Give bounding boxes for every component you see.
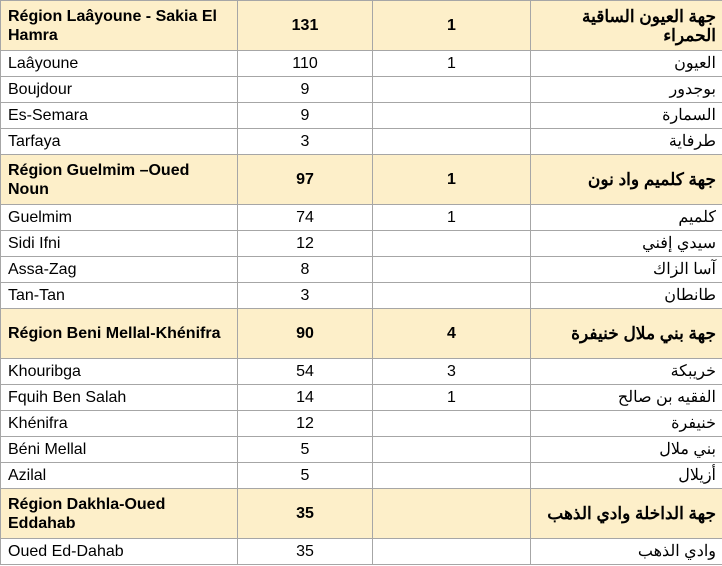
province-name-ar: وادي الذهب: [531, 539, 722, 565]
province-name-fr: Tarfaya: [1, 129, 238, 155]
province-count: [373, 231, 531, 257]
province-name-fr: Oued Ed-Dahab: [1, 539, 238, 565]
province-name-fr: Laâyoune: [1, 51, 238, 77]
province-name-ar: بوجدور: [531, 77, 722, 103]
province-total: 3: [238, 283, 373, 309]
region-name-ar: جهة الداخلة وادي الذهب: [531, 489, 722, 539]
province-count: 3: [373, 359, 531, 385]
province-name-fr: Tan-Tan: [1, 283, 238, 309]
province-row: [1, 385, 722, 411]
province-row: [1, 257, 722, 283]
region-row: [1, 309, 722, 359]
province-total: 9: [238, 103, 373, 129]
province-total: 35: [238, 539, 373, 565]
province-name-ar: طرفاية: [531, 129, 722, 155]
province-name-fr: Assa-Zag: [1, 257, 238, 283]
province-name-ar: السمارة: [531, 103, 722, 129]
region-total: 97: [238, 155, 373, 205]
province-row: [1, 437, 722, 463]
region-name-ar: جهة العيون الساقية الحمراء: [531, 1, 722, 51]
province-row: [1, 283, 722, 309]
province-count: [373, 411, 531, 437]
region-count: 4: [373, 309, 531, 359]
province-total: 5: [238, 437, 373, 463]
province-row: [1, 129, 722, 155]
province-name-ar: سيدي إفني: [531, 231, 722, 257]
region-count: [373, 489, 531, 539]
province-total: 74: [238, 205, 373, 231]
province-name-ar: بني ملال: [531, 437, 722, 463]
province-count: [373, 539, 531, 565]
region-total: 131: [238, 1, 373, 51]
province-count: [373, 103, 531, 129]
region-total: 35: [238, 489, 373, 539]
province-row: [1, 103, 722, 129]
province-total: 12: [238, 231, 373, 257]
province-row: [1, 51, 722, 77]
region-name-ar: جهة بني ملال خنيفرة: [531, 309, 722, 359]
province-name-ar: خنيفرة: [531, 411, 722, 437]
region-name-ar: جهة كلميم واد نون: [531, 155, 722, 205]
province-name-ar: خريبكة: [531, 359, 722, 385]
province-total: 14: [238, 385, 373, 411]
province-name-fr: Fquih Ben Salah: [1, 385, 238, 411]
province-total: 12: [238, 411, 373, 437]
region-count: 1: [373, 1, 531, 51]
province-count: [373, 77, 531, 103]
province-total: 3: [238, 129, 373, 155]
province-total: 5: [238, 463, 373, 489]
province-total: 54: [238, 359, 373, 385]
province-total: 9: [238, 77, 373, 103]
province-name-ar: كلميم: [531, 205, 722, 231]
province-count: [373, 257, 531, 283]
province-row: [1, 463, 722, 489]
province-count: 1: [373, 51, 531, 77]
province-name-ar: طانطان: [531, 283, 722, 309]
province-name-ar: آسا الزاك: [531, 257, 722, 283]
province-count: [373, 129, 531, 155]
province-count: [373, 437, 531, 463]
province-count: 1: [373, 205, 531, 231]
province-name-fr: Sidi Ifni: [1, 231, 238, 257]
region-name-fr: Région Laâyoune - Sakia El Hamra: [1, 1, 238, 51]
province-name-fr: Khouribga: [1, 359, 238, 385]
province-count: [373, 463, 531, 489]
province-row: [1, 539, 722, 565]
province-name-fr: Boujdour: [1, 77, 238, 103]
province-row: [1, 77, 722, 103]
province-total: 8: [238, 257, 373, 283]
region-name-fr: Région Beni Mellal-Khénifra: [1, 309, 238, 359]
province-row: [1, 231, 722, 257]
province-name-fr: Es-Semara: [1, 103, 238, 129]
province-name-fr: Béni Mellal: [1, 437, 238, 463]
province-row: [1, 359, 722, 385]
province-name-fr: Khénifra: [1, 411, 238, 437]
region-name-fr: Région Dakhla-Oued Eddahab: [1, 489, 238, 539]
province-count: 1: [373, 385, 531, 411]
region-name-fr: Région Guelmim –Oued Noun: [1, 155, 238, 205]
province-name-fr: Guelmim: [1, 205, 238, 231]
province-name-ar: الفقيه بن صالح: [531, 385, 722, 411]
region-total: 90: [238, 309, 373, 359]
region-row: [1, 489, 722, 539]
province-row: [1, 411, 722, 437]
province-name-ar: أزيلال: [531, 463, 722, 489]
region-row: [1, 1, 722, 51]
province-count: [373, 283, 531, 309]
province-name-ar: العيون: [531, 51, 722, 77]
province-total: 110: [238, 51, 373, 77]
province-name-fr: Azilal: [1, 463, 238, 489]
province-row: [1, 205, 722, 231]
region-count: 1: [373, 155, 531, 205]
region-row: [1, 155, 722, 205]
